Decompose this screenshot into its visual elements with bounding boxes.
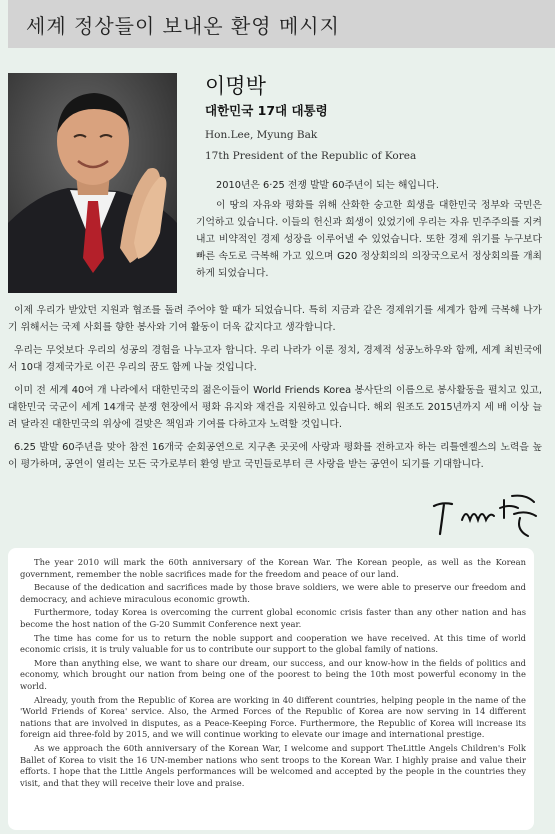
handwritten-signature [430, 490, 542, 542]
english-paragraph: More than anything else, we want to share our dream, our success, and our know-how in the fields of politics and economy, which brought our nation from being one of the poorest to being the 10th most powerful economy in the world. [20, 657, 526, 691]
president-title-english: 17th President of the Republic of Korea [205, 150, 417, 162]
signature-drawing [430, 490, 542, 542]
header-bar [8, 0, 555, 48]
portrait-illustration [8, 73, 177, 293]
korean-message-full [8, 302, 542, 479]
english-paragraph: Already, youth from the Republic of Korea are working in 40 different countries, helping people in the name of the 'World Friends of Korea' service. Also, the Armed Forces of the Republic of Korea are now serving in 14 different nations that are involved in disputes, as a Peace-Keeping Force. Furthermore, the Republic of Korea will increase its foreign aid three-fold by 2015, and we will continue working to elevate our image and international prestige. [20, 694, 526, 740]
president-title-korean: 대한민국 17대 대통령 [205, 103, 328, 118]
english-paragraph: The year 2010 will mark the 60th anniversary of the Korean War. The Korean people, as well as the Korean government, remember the noble sacrifices made for the freedom and peace of our land. [20, 557, 526, 579]
korean-paragraph: 2010년은 6·25 전쟁 발발 60주년이 되는 해입니다. [216, 180, 439, 191]
president-name: 이명박 [205, 74, 266, 98]
president-portrait [8, 73, 177, 293]
korean-paragraph: 우리는 무엇보다 우리의 성공의 경험을 나누고자 합니다. 우리 나라가 이룬 정치, 경제적 성공노하우와 함께, 세계 최빈국에서 10대 경제국가로 이끈 우리의 꿈도 함께 나눌 것입니다. [8, 345, 542, 373]
english-paragraph: The time has come for us to return the noble support and cooperation we have received. At this time of world economic crisis, it is truly valuable for us to contribute our support to the global family of nations. [20, 632, 526, 655]
president-name-english: Hon.Lee, Myung Bak [205, 129, 318, 141]
korean-paragraph: 이 땅의 자유와 평화를 위해 산화한 숭고한 희생을 대한민국 정부와 국민은 기억하고 있습니다. 이들의 헌신과 희생이 있었기에 우리는 자유 민주주의를 지켜내고 비약적인 경제 성장을 이루어낼 수 있었습니다. 또한 경제 위기를 누구보다 빠른 속도로 극복해 가고 있으며 G20 정상회의의 의장국으로서 정상회의를 개최하게 되었습니다. [196, 200, 542, 279]
english-message-box [8, 548, 534, 830]
english-paragraph: Furthermore, today Korea is overcoming the current global economic crisis faster than any other nation and has become the host nation of the G-20 Summit Conference next year. [20, 607, 526, 629]
korean-message-narrow [196, 177, 542, 285]
korean-paragraph: 6.25 발발 60주년을 맞아 참전 16개국 순회공연으로 지구촌 곳곳에 사랑과 평화를 전하고자 하는 리틀엔젤스의 노력을 높이 평가하며, 공연이 열리는 모든 국가로부터 환영 받고 국민들로부터 큰 사랑을 받는 공연이 되기를 기대합니다. [8, 442, 542, 470]
english-paragraph: Because of the dedication and sacrifices made by those brave soldiers, we were able to preserve our freedom and democracy, and achieve miraculous economic growth. [20, 582, 526, 604]
english-paragraph: As we approach the 60th anniversary of the Korean War, I welcome and support TheLittle Angels Children's Folk Ballet of Korea to visit the 16 UN-member nations who sent troops to the Korean War. I highly praise and value their efforts. I hope that the Little Angels performances will be welcomed and accepted by the people in the countries they visit, and that they will receive their love and praise. [20, 742, 526, 788]
page-title: 세계 정상들이 보내온 환영 메시지 [26, 14, 340, 38]
korean-paragraph: 이제 우리가 받았던 지원과 협조를 돌려 주어야 할 때가 되었습니다. 특히 지금과 같은 경제위기를 세계가 함께 극복해 나가기 위해서는 국제 사회를 향한 봉사와 기여 활동이 더욱 값지다고 생각합니다. [8, 305, 542, 333]
korean-paragraph: 이미 전 세계 40여 개 나라에서 대한민국의 젊은이들이 World Friends Korea 봉사단의 이름으로 봉사활동을 펼치고 있고, 대한민국 국군이 세계 14개국 분쟁 현장에서 평화 유지와 재건을 지원하고 있습니다. 해외 원조도 2015년까지 세 배 이상 늘려 달라진 대한민국의 위상에 걸맞은 책임과 기여를 다하고자 노력할 것입니다. [8, 385, 542, 430]
